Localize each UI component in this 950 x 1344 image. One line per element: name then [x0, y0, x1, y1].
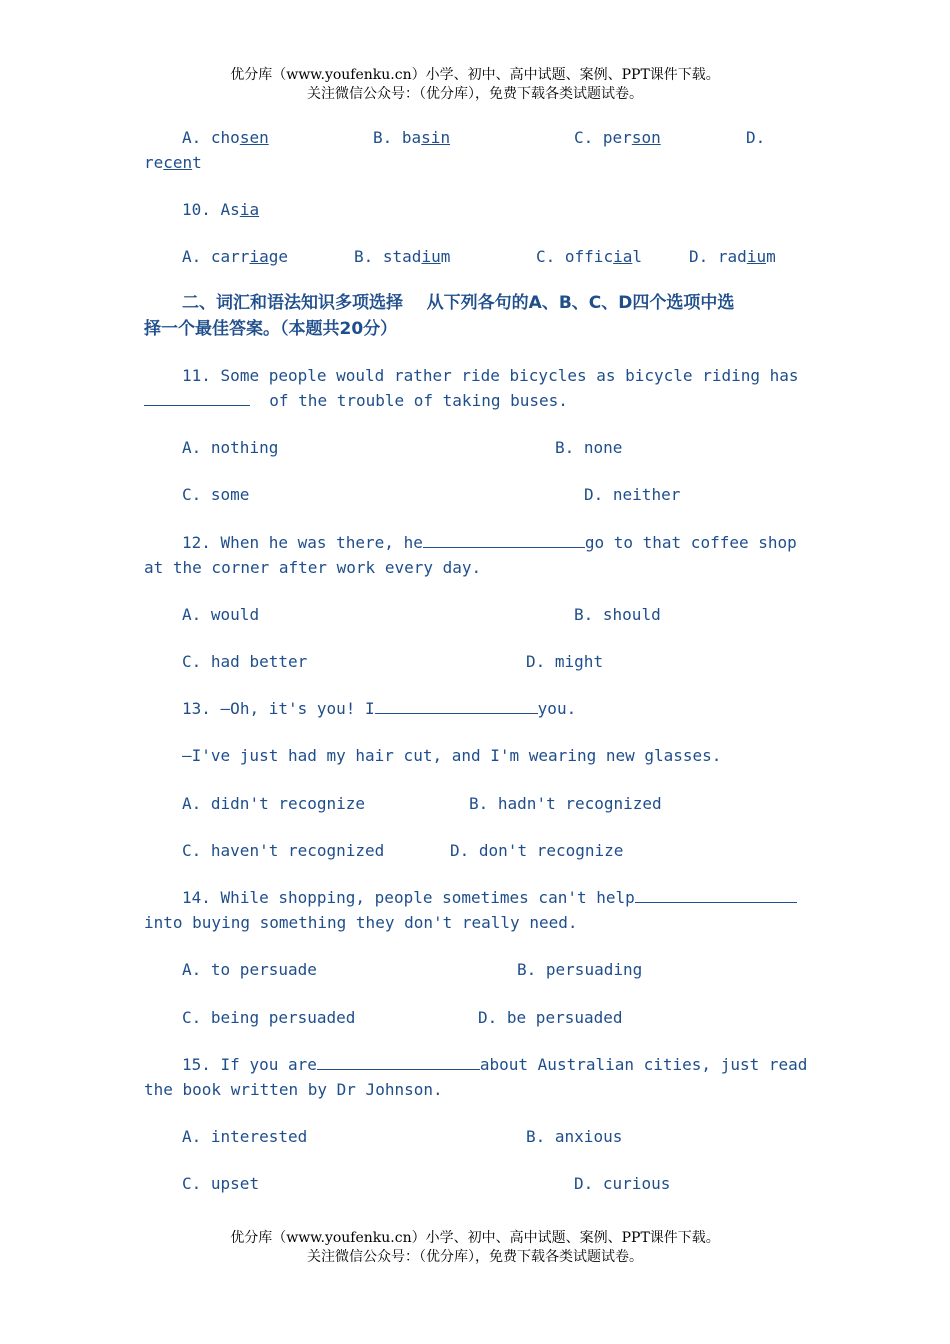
answer-blank — [375, 699, 538, 714]
q10-option-a: A. carriage — [182, 247, 288, 266]
q13-option-a: A. didn't recognize — [182, 794, 366, 813]
footer-line-2: 关注微信公众号：（优分库），免费下载各类试题试卷。 — [307, 1249, 643, 1265]
q10-stem: 10. Asia — [182, 200, 260, 219]
q11-stem-line-1: 11. Some people would rather ride bicycles as bicycle riding has — [182, 366, 799, 385]
section-heading-line-2: 择一个最佳答案。（本题共20分） — [144, 319, 398, 339]
q9-option-b: B. basin — [373, 128, 451, 147]
q10-option-c: C. official — [536, 247, 642, 266]
q13-option-d: D. don't recognize — [450, 841, 624, 860]
q12-option-c: C. had better — [182, 652, 308, 671]
page-footer — [0, 1229, 950, 1267]
answer-blank — [423, 533, 585, 548]
footer-line-1: 优分库（www.youfenku.cn）小学、初中、高中试题、案例、PPT课件下载。 — [230, 1230, 720, 1246]
header-line-2: 关注微信公众号：（优分库），免费下载各类试题试卷。 — [307, 86, 643, 102]
answer-blank — [317, 1055, 480, 1070]
q9-option-c: C. person — [574, 128, 661, 147]
q14-option-b: B. persuading — [517, 960, 643, 979]
q11-option-d: D. neither — [584, 485, 681, 504]
q13-option-b: B. hadn't recognized — [469, 794, 662, 813]
answer-blank — [635, 888, 797, 903]
q15-option-d: D. curious — [574, 1174, 671, 1193]
q15-stem-line-2: the book written by Dr Johnson. — [144, 1080, 443, 1099]
q11-option-c: C. some — [182, 485, 250, 504]
section-heading-line-1: 二、词汇和语法知识多项选择 从下列各句的A、B、C、D四个选项中选 — [182, 293, 735, 313]
q14-option-a: A. to persuade — [182, 960, 317, 979]
q13-stem: 13. —Oh, it's you! I you. — [182, 699, 577, 718]
q14-stem-line-2: into buying something they don't really need. — [144, 913, 578, 932]
q14-stem-line-1: 14. While shopping, people sometimes can't help — [182, 888, 797, 908]
answer-blank — [144, 391, 250, 406]
q9-option-d-label: D. — [746, 128, 766, 147]
q11-option-b: B. none — [555, 438, 623, 457]
header-line-1: 优分库（www.youfenku.cn）小学、初中、高中试题、案例、PPT课件下载。 — [230, 67, 720, 83]
q15-option-b: B. anxious — [526, 1127, 623, 1146]
q15-option-c: C. upset — [182, 1174, 260, 1193]
q9-option-a: A. chosen — [182, 128, 269, 147]
page-header — [0, 66, 950, 104]
q12-option-d: D. might — [526, 652, 604, 671]
q11-stem-line-2: of the trouble of taking buses. — [144, 391, 568, 411]
q15-option-a: A. interested — [182, 1127, 308, 1146]
q13-option-c: C. haven't recognized — [182, 841, 385, 860]
q9-option-d-word: recent — [144, 153, 202, 172]
q12-option-a: A. would — [182, 605, 260, 624]
q12-option-b: B. should — [574, 605, 661, 624]
q13-reply: —I've just had my hair cut, and I'm wearing new glasses. — [182, 746, 722, 765]
q12-stem-line-1: 12. When he was there, he go to that coffee shop — [182, 533, 797, 552]
q14-option-c: C. being persuaded — [182, 1008, 356, 1027]
q11-option-a: A. nothing — [182, 438, 279, 457]
q10-option-d: D. radium — [689, 247, 776, 266]
q10-option-b: B. stadium — [354, 247, 451, 266]
q14-option-d: D. be persuaded — [478, 1008, 623, 1027]
q12-stem-line-2: at the corner after work every day. — [144, 558, 482, 577]
q15-stem-line-1: 15. If you are about Australian cities, just read — [182, 1055, 808, 1074]
